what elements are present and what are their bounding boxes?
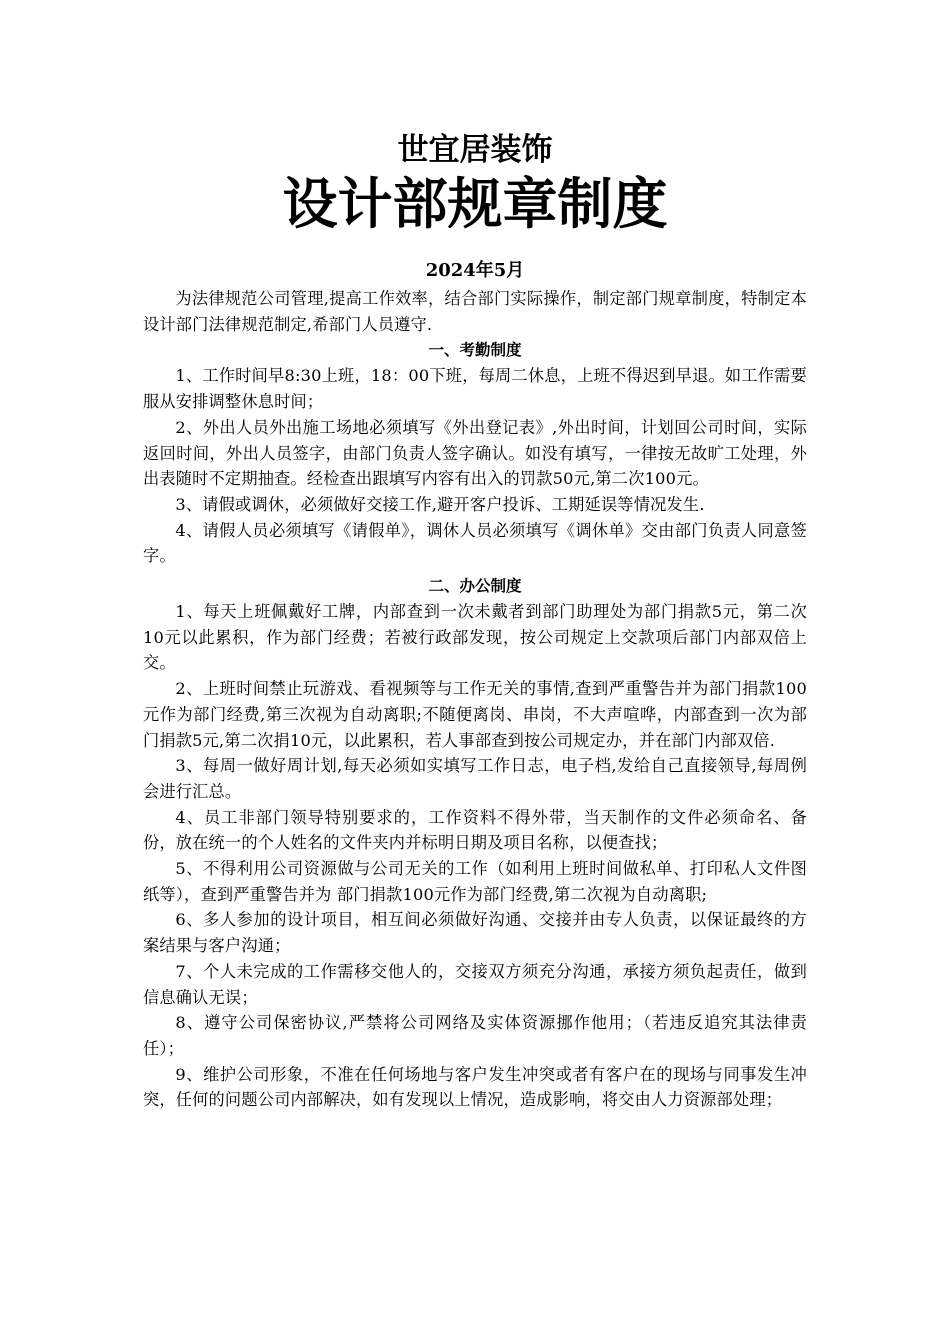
attendance-item-2: 2、外出人员外出施工场地必须填写《外出登记表》,外出时间，计划回公司时间，实际返回时间，外出人员签字，由部门负责人签字确认。如没有填写，一律按无故旷工处理，外出表随时不定期抽查。经检查出跟填写内容有出入的罚款50元,第二次100元。 [143, 417, 807, 489]
office-item-7: 7、个人未完成的工作需移交他人的，交接双方须充分沟通，承接方须负起责任，做到信息确认无误； [143, 961, 807, 1007]
office-item-1: 1、每天上班佩戴好工牌，内部查到一次未戴者到部门助理处为部门捐款5元，第二次10元以此累积，作为部门经费；若被行政部发现，按公司规定上交款项后部门内部双倍上交。 [143, 602, 807, 673]
attendance-item-1: 1、工作时间早8:30上班，18：00下班，每周二休息，上班不得迟到早退。如工作需要服从安排调整休息时间； [143, 366, 807, 412]
document-date: 2024年5月 [425, 260, 525, 281]
office-item-9: 9、维护公司形象，不准在任何场地与客户发生冲突或者有客户在的现场与同事发生冲突，任何的问题公司内部解决，如有发现以上情况，造成影响，将交由人力资源部处理； [143, 1064, 807, 1110]
office-item-5: 5、不得利用公司资源做与公司无关的工作（如利用上班时间做私单、打印私人文件图纸等），查到严重警告并为 部门捐款100元作为部门经费,第二次视为自动离职; [143, 859, 807, 904]
office-item-4: 4、员工非部门领导特别要求的，工作资料不得外带，当天制作的文件必须命名、备份，放在统一的个人姓名的文件夹内并标明日期及项目名称，以便查找； [143, 807, 807, 853]
office-item-6: 6、多人参加的设计项目，相互间必须做好沟通、交接并由专人负责，以保证最终的方案结果与客户沟通； [143, 910, 807, 956]
section-heading-attendance: 一、考勤制度 [428, 341, 522, 360]
attendance-item-4: 4、请假人员必须填写《请假单》，调休人员必须填写《调休单》交由部门负责人同意签字。 [143, 520, 807, 566]
office-item-2: 2、上班时间禁止玩游戏、看视频等与工作无关的事情,查到严重警告并为部门捐款100元作为部门经费,第三次视为自动离职;不随便离岗、串岗，不大声喧哗，内部查到一次为部门捐款5元,第二次捐10元，以此累积，若人事部查到按公司规定办，并在部门内部双倍. [143, 679, 807, 750]
company-name: 世宜居装饰 [397, 132, 553, 168]
intro-paragraph: 为法律规范公司管理,提高工作效率，结合部门实际操作，制定部门规章制度，特制定本设计部门法律规范制定,希部门人员遵守. [143, 289, 807, 334]
office-item-3: 3、每周一做好周计划,每天必须如实填写工作日志，电子档,发给自己直接领导,每周例会进行汇总。 [143, 756, 807, 801]
office-item-8: 8、遵守公司保密协议,严禁将公司网络及实体资源挪作他用；（若违反追究其法律责任）； [143, 1013, 807, 1058]
attendance-item-3: 3、请假或调休，必须做好交接工作,避开客户投诉、工期延误等情况发生. [175, 494, 705, 514]
document-body [143, 286, 807, 1113]
section-heading-office: 二、办公制度 [428, 577, 522, 596]
document-title: 设计部规章制度 [282, 172, 668, 236]
